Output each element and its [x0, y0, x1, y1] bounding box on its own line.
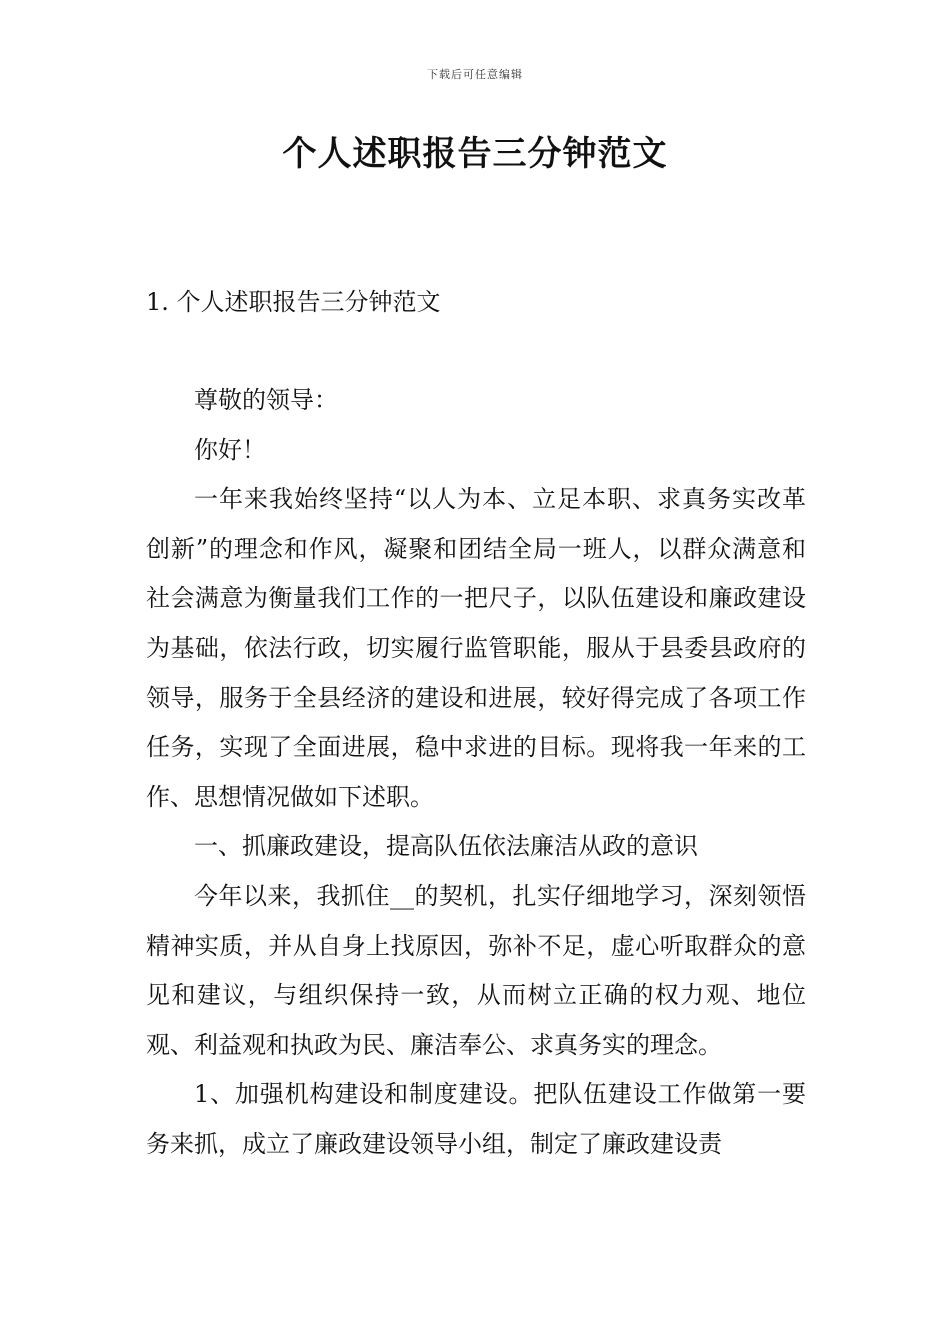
paragraph-item-1: 1、加强机构建设和制度建设。把队伍建设工作做第一要务来抓，成立了廉政建设领导小组，制定了廉政建设责 — [146, 1080, 806, 1158]
paragraph-study: 今年以来，我抓住__的契机，扎实仔细地学习，深刻领悟精神实质，并从自身上找原因，弥补不足，虚心听取群众的意见和建议，与组织保持一致，从而树立正确的权力观、地位观、利益观和执政为民、廉洁奉公、求真务实的理念。 — [146, 881, 806, 1059]
document-title: 个人述职报告三分钟范文 — [282, 134, 668, 174]
paragraph-greeting: 你好！ — [194, 435, 266, 464]
header-note: 下载后可任意编辑 — [427, 68, 523, 81]
section-heading: 1. 个人述职报告三分钟范文 — [146, 288, 441, 316]
paragraph-intro: 一年来我始终坚持“以人为本、立足本职、求真务实改革创新”的理念和作风，凝聚和团结全局一班人，以群众满意和社会满意为衡量我们工作的一把尺子，以队伍建设和廉政建设为基础，依法行政，切实履行监管职能，服从于县委县政府的领导，服务于全县经济的建设和进展，较好得完成了各项工作任务，实现了全面进展，稳中求进的目标。现将我一年来的工作、思想情况做如下述职。 — [146, 485, 806, 811]
paragraph-salutation: 尊敬的领导： — [194, 386, 338, 414]
document-body — [146, 376, 806, 1170]
paragraph-subheading-1: 一、抓廉政建设，提高队伍依法廉洁从政的意识 — [194, 832, 698, 861]
